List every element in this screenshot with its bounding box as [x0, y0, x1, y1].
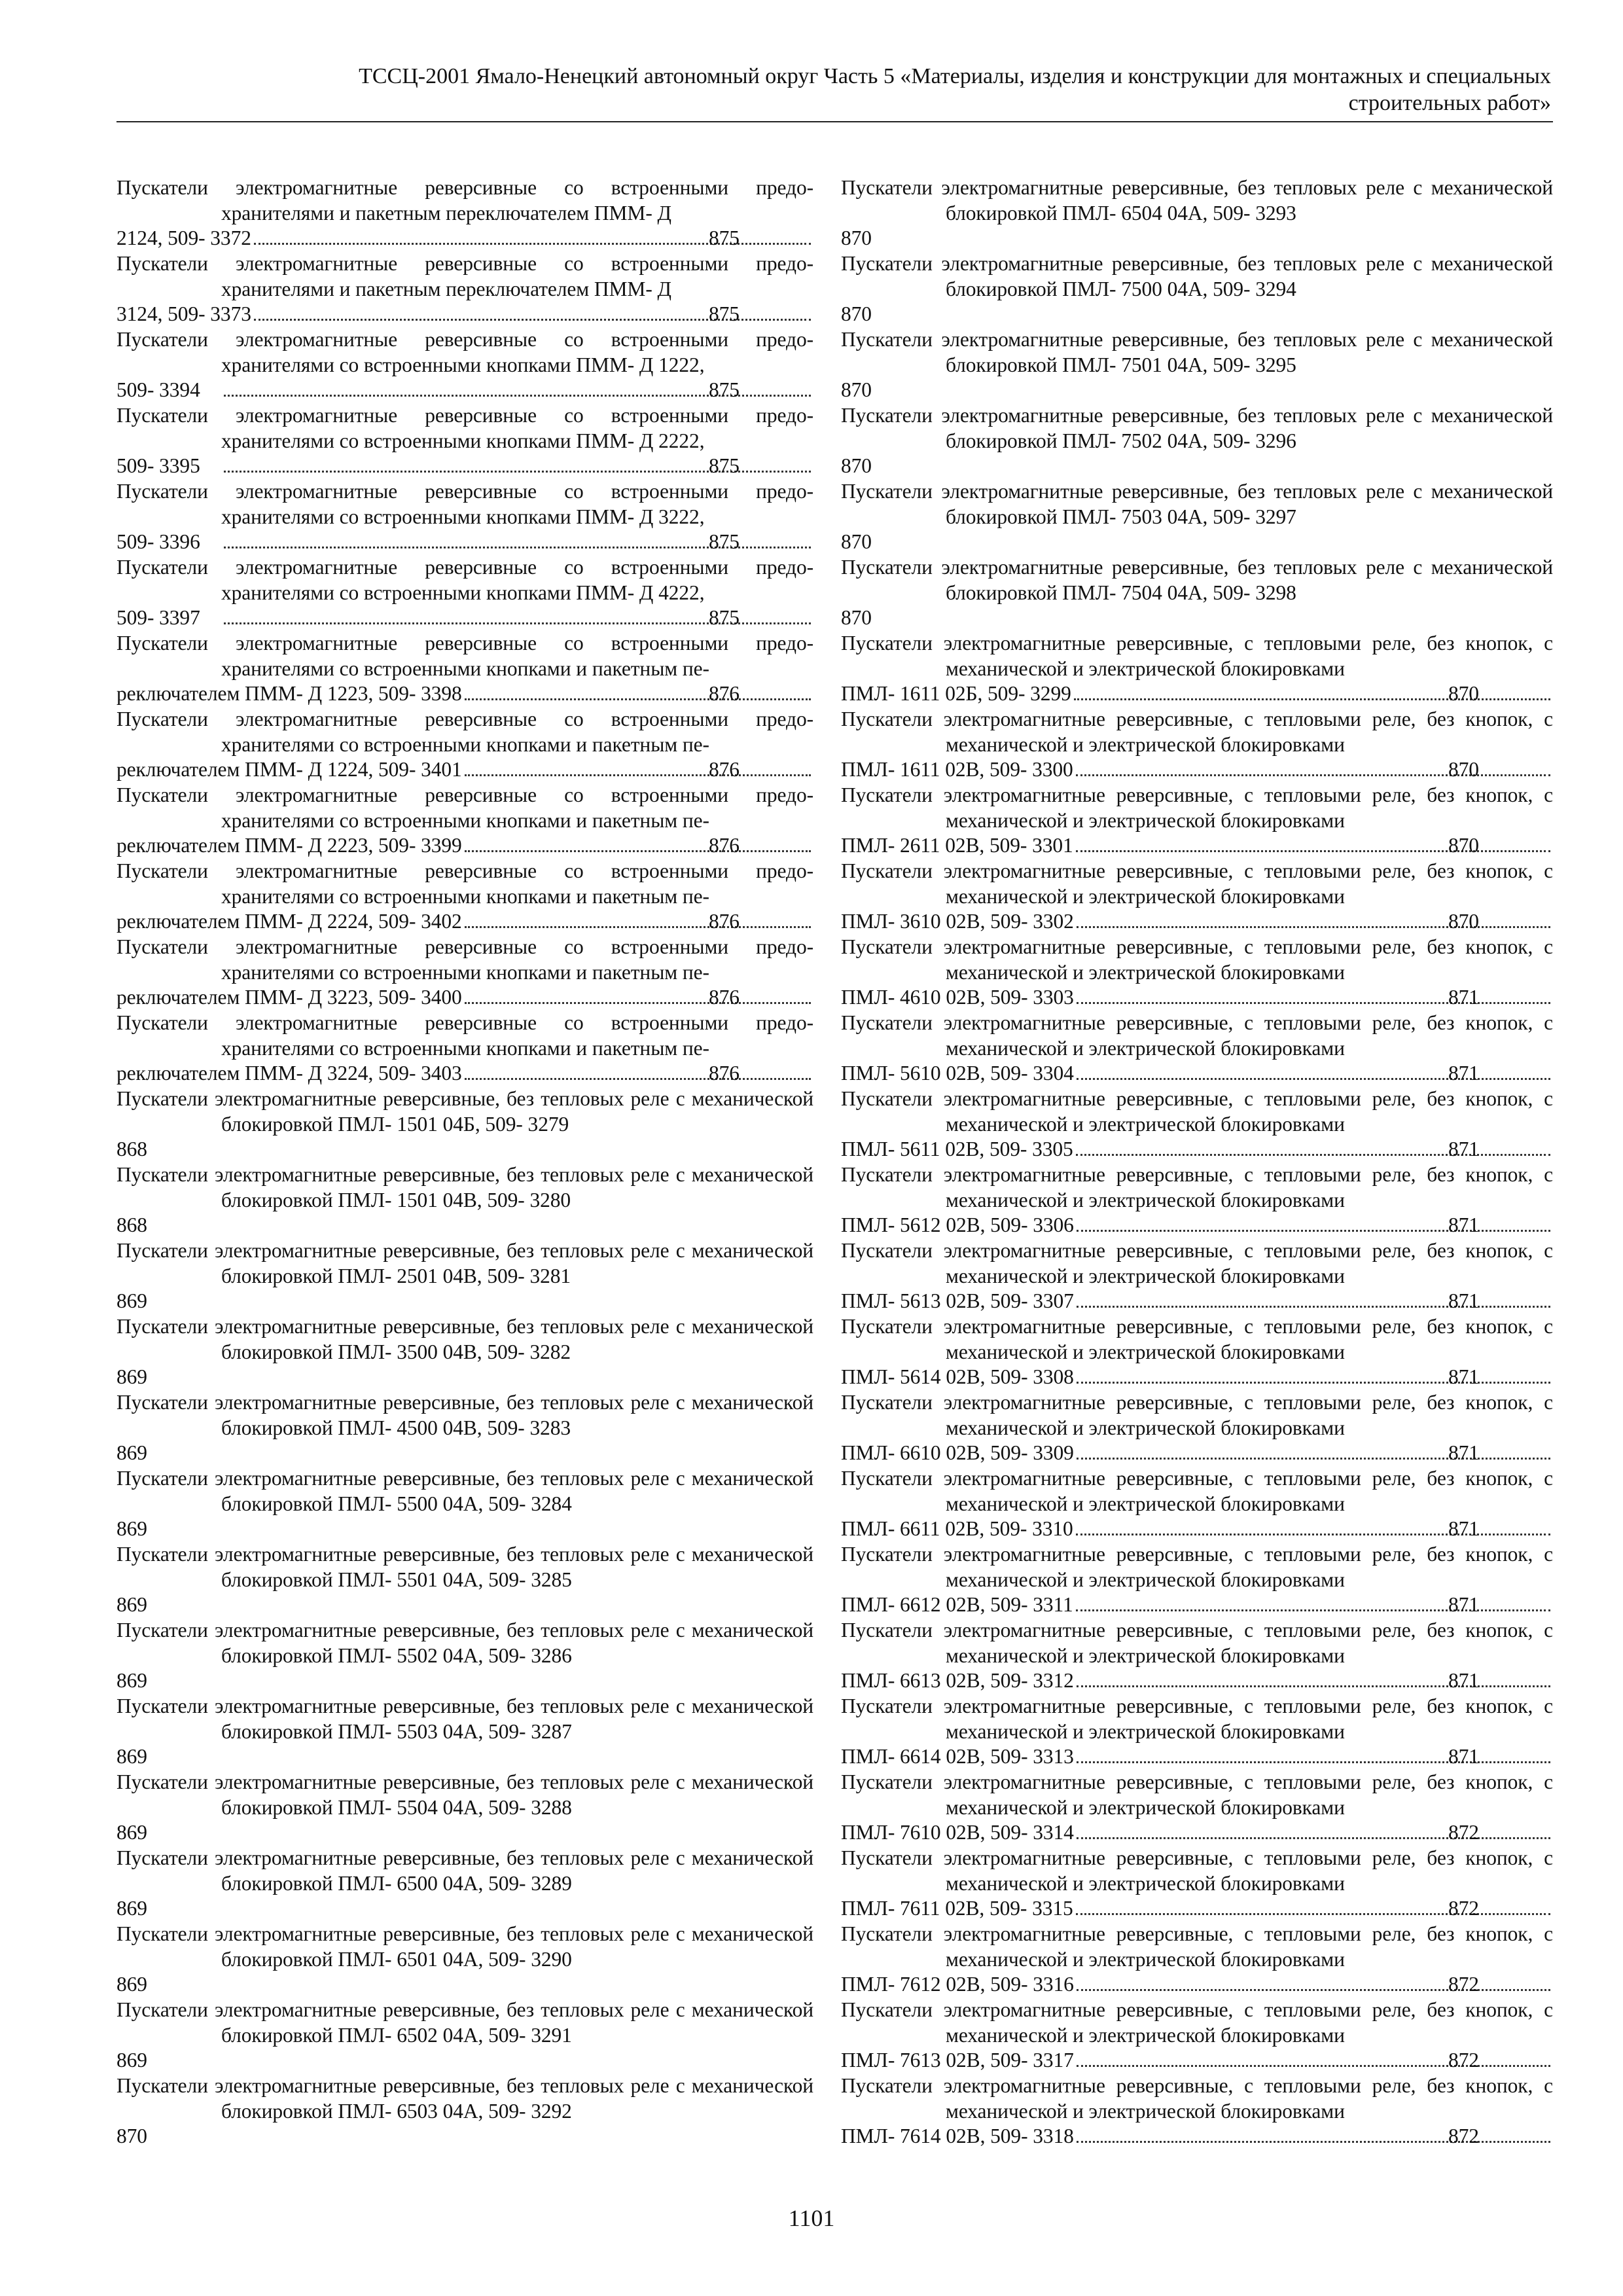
index-entry-page: 869 [116, 1973, 147, 1996]
index-entry-text: Пускатели электромагнитные реверсивные, без тепловых реле с механической блокировкой ПМЛ- 3500 04В, 509- 3282 [116, 1315, 813, 1363]
index-entry-last-line: ПМЛ- 6614 02В, 509- 3313 871 [946, 1744, 1553, 1770]
dot-leader [1076, 1534, 1550, 1535]
index-column-right [841, 175, 1553, 2149]
index-entry [116, 1238, 813, 1314]
index-entry-code: реключателем ПММ- Д 2223, 509- 3399 [116, 834, 462, 857]
index-entry-code: ПМЛ- 7610 02В, 509- 3314 [841, 1821, 1074, 1844]
index-entry [116, 479, 813, 555]
dot-leader [1077, 1989, 1550, 1991]
index-entry-last-line: ПМЛ- 7613 02В, 509- 3317 872 [946, 2048, 1553, 2073]
index-entry-text: Пускатели электромагнитные реверсивные, с тепловыми реле, без кнопок, с механической и электрической блокировками [841, 1315, 1553, 1363]
index-entry-page: 870 [841, 378, 872, 402]
dot-leader [1077, 1685, 1550, 1687]
dot-leader [1077, 2065, 1550, 2067]
index-entry-page: 869 [116, 1745, 147, 1768]
index-entry-text: Пускатели электромагнитные реверсивные, с тепловыми реле, без кнопок, с механической и электрической блокировками [841, 859, 1553, 908]
index-entry-code: ПМЛ- 3610 02В, 509- 3302 [841, 910, 1074, 933]
index-entry-text: Пускатели электромагнитные реверсивные со встроенными предо-хранителями со встроенными кнопками и пакетным пе- [116, 632, 813, 680]
index-entry [116, 1998, 813, 2073]
index-entry [116, 1694, 813, 1770]
index-entry-page: 870 [841, 302, 872, 326]
index-entry-last-line: ПМЛ- 6611 02В, 509- 3310 871 [946, 1516, 1553, 1542]
dot-leader [1077, 1078, 1550, 1080]
index-entry-text: Пускатели электромагнитные реверсивные, без тепловых реле с механической блокировкой ПМЛ- 5500 04А, 509- 3284 [116, 1467, 813, 1515]
index-entry-code: ПМЛ- 1611 02В, 509- 3300 [841, 758, 1073, 781]
index-entry-text: Пускатели электромагнитные реверсивные со встроенными предо-хранителями со встроенными кнопками и пакетным пе- [116, 708, 813, 756]
index-entry-page: 870 [841, 226, 872, 250]
index-entry-last-line: реключателем ПММ- Д 2224, 509- 3402 876 [221, 909, 813, 935]
dot-leader [1077, 926, 1550, 928]
index-entry-text: Пускатели электромагнитные реверсивные, с тепловыми реле, без кнопок, с механической и электрической блокировками [841, 935, 1553, 984]
index-entry-page: 868 [116, 1138, 147, 1161]
index-entry-last-line: 2124, 509- 3372 875 [221, 226, 813, 251]
index-entry [841, 175, 1553, 251]
index-entry-last-line: ПМЛ- 2611 02В, 509- 3301 870 [946, 833, 1553, 859]
dot-leader [1077, 1230, 1550, 1232]
running-header-line-1: ТССЦ-2001 Ямало-Ненецкий автономный округ Часть 5 «Материалы, изделия и конструкции для монтажных и специальных [359, 64, 1551, 88]
dot-leader [465, 774, 811, 776]
index-entry-code: ПМЛ- 5614 02В, 509- 3308 [841, 1365, 1074, 1389]
dot-leader [1077, 1458, 1550, 1460]
index-entry-last-line: ПМЛ- 7614 02В, 509- 3318 872 [946, 2124, 1553, 2149]
index-entry [116, 1542, 813, 1618]
index-entry-page: 870 [841, 530, 872, 554]
index-entry-text: Пускатели электромагнитные реверсивные со встроенными предо-хранителями со встроенными кнопками и пакетным пе- [116, 783, 813, 832]
dot-leader [1076, 774, 1550, 776]
index-entry-text: Пускатели электромагнитные реверсивные, без тепловых реле с механической блокировкой ПМЛ- 6502 04А, 509- 3291 [116, 1998, 813, 2047]
index-entry-last-line: ПМЛ- 7612 02В, 509- 3316 872 [946, 1972, 1553, 1998]
index-entry-code: ПМЛ- 6610 02В, 509- 3309 [841, 1441, 1074, 1465]
index-entry-code: реключателем ПММ- Д 3223, 509- 3400 [116, 986, 462, 1009]
index-entry-text: Пускатели электромагнитные реверсивные со встроенными предо-хранителями со встроенными кнопками и пакетным пе- [116, 1011, 813, 1060]
index-entry-last-line: 509- 3396 875 [221, 529, 813, 555]
index-entry-code: ПМЛ- 5611 02В, 509- 3305 [841, 1138, 1073, 1161]
index-entry-text: Пускатели электромагнитные реверсивные, с тепловыми реле, без кнопок, с механической и электрической блокировками [841, 1011, 1553, 1060]
index-entry [841, 1086, 1553, 1162]
index-entry [841, 1846, 1553, 1922]
index-entry-code: ПМЛ- 1611 02Б, 509- 3299 [841, 682, 1071, 706]
index-entry-text: Пускатели электромагнитные реверсивные, с тепловыми реле, без кнопок, с механической и электрической блокировками [841, 1391, 1553, 1439]
index-entry-code: ПМЛ- 7613 02В, 509- 3317 [841, 2049, 1074, 2072]
dot-leader [1076, 1609, 1550, 1611]
index-entry-text: Пускатели электромагнитные реверсивные, без тепловых реле с механической блокировкой ПМЛ- 7504 04А, 509- 3298 [841, 556, 1553, 604]
index-entry [116, 783, 813, 859]
index-entry [116, 631, 813, 707]
index-entry [841, 479, 1553, 555]
index-entry [116, 1770, 813, 1846]
index-entry [841, 631, 1553, 707]
index-entry-code: ПМЛ- 7611 02В, 509- 3315 [841, 1897, 1073, 1920]
dot-leader [1076, 1154, 1550, 1156]
index-entry [841, 1998, 1553, 2073]
index-entry [116, 251, 813, 327]
index-entry-code: реключателем ПММ- Д 1223, 509- 3398 [116, 682, 462, 706]
index-entry-text: Пускатели электромагнитные реверсивные, без тепловых реле с механической блокировкой ПМЛ- 6504 04А, 509- 3293 [841, 176, 1553, 224]
index-entry-code: ПМЛ- 6612 02В, 509- 3311 [841, 1593, 1073, 1617]
index-entry [841, 859, 1553, 935]
index-entry [116, 175, 813, 251]
running-header-line-2: строительных работ» [1348, 91, 1551, 115]
page-number: 1101 [788, 2205, 835, 2231]
index-entry-text: Пускатели электромагнитные реверсивные, без тепловых реле с механической блокировкой ПМЛ- 5504 04А, 509- 3288 [116, 1770, 813, 1819]
index-entry-code: реключателем ПММ- Д 1224, 509- 3401 [116, 758, 462, 781]
index-entry-page: 870 [116, 2125, 147, 2148]
index-entry [841, 783, 1553, 859]
index-entry-text: Пускатели электромагнитные реверсивные, с тепловыми реле, без кнопок, с механической и электрической блокировками [841, 1163, 1553, 1211]
dot-leader [1077, 1761, 1550, 1763]
index-entry-code: реключателем ПММ- Д 2224, 509- 3402 [116, 910, 462, 933]
index-entry [116, 1466, 813, 1542]
index-entry-page: 869 [116, 2049, 147, 2072]
index-entry-text: Пускатели электромагнитные реверсивные, с тепловыми реле, без кнопок, с механической и электрической блокировками [841, 632, 1553, 680]
index-entry-text: Пускатели электромагнитные реверсивные, с тепловыми реле, без кнопок, с механической и электрической блокировками [841, 1239, 1553, 1287]
index-entry [841, 1922, 1553, 1998]
index-entry [116, 2073, 813, 2149]
index-entry-text: Пускатели электромагнитные реверсивные, с тепловыми реле, без кнопок, с механической и электрической блокировками [841, 1846, 1553, 1895]
dot-leader [1077, 1306, 1550, 1308]
index-entry-last-line: ПМЛ- 5610 02В, 509- 3304 871 [946, 1061, 1553, 1086]
index-entry-text: Пускатели электромагнитные реверсивные со встроенными предо-хранителями со встроенными кнопками ПММ- Д 4222, [116, 556, 813, 604]
index-entry [116, 1086, 813, 1162]
index-entry-page: 869 [116, 1517, 147, 1541]
index-entry-last-line: реключателем ПММ- Д 1223, 509- 3398 876 [221, 681, 813, 707]
index-entry-last-line: ПМЛ- 5614 02В, 509- 3308 871 [946, 1365, 1553, 1390]
index-entry-last-line: ПМЛ- 5613 02В, 509- 3307 871 [946, 1289, 1553, 1314]
index-entry-code: ПМЛ- 2611 02В, 509- 3301 [841, 834, 1073, 857]
index-entry-text: Пускатели электромагнитные реверсивные, без тепловых реле с механической блокировкой ПМЛ- 6501 04А, 509- 3290 [116, 1922, 813, 1971]
index-entry-text: Пускатели электромагнитные реверсивные, с тепловыми реле, без кнопок, с механической и электрической блокировками [841, 2074, 1553, 2123]
index-entry-text: Пускатели электромагнитные реверсивные, с тепловыми реле, без кнопок, с механической и электрической блокировками [841, 783, 1553, 832]
dot-leader [1077, 1382, 1550, 1384]
index-entry-page: 870 [841, 454, 872, 478]
dot-leader [465, 1002, 811, 1004]
index-entry [116, 1162, 813, 1238]
index-entry [841, 1390, 1553, 1466]
index-entry-text: Пускатели электромагнитные реверсивные, без тепловых реле с механической блокировкой ПМЛ- 1501 04В, 509- 3280 [116, 1163, 813, 1211]
index-entry [841, 2073, 1553, 2149]
index-entry [841, 327, 1553, 403]
index-entry-text: Пускатели электромагнитные реверсивные, с тепловыми реле, без кнопок, с механической и электрической блокировками [841, 708, 1553, 756]
index-entry [116, 1314, 813, 1390]
index-entry-last-line: реключателем ПММ- Д 2223, 509- 3399 876 [221, 833, 813, 859]
index-entry-code: ПМЛ- 7614 02В, 509- 3318 [841, 2125, 1074, 2148]
index-entry-last-line: реключателем ПММ- Д 3224, 509- 3403 876 [221, 1061, 813, 1086]
index-entry-text: Пускатели электромагнитные реверсивные, с тепловыми реле, без кнопок, с механической и электрической блокировками [841, 1922, 1553, 1971]
index-entry [841, 1542, 1553, 1618]
index-entry-last-line: ПМЛ- 4610 02В, 509- 3303 871 [946, 985, 1553, 1011]
index-entry-last-line: 509- 3395 875 [221, 454, 813, 479]
dot-leader [465, 926, 811, 928]
dot-leader [1077, 1837, 1550, 1839]
index-entry-page: 869 [116, 1441, 147, 1465]
index-entry-text: Пускатели электромагнитные реверсивные, без тепловых реле с механической блокировкой ПМЛ- 7501 04А, 509- 3295 [841, 328, 1553, 376]
index-entry [841, 1466, 1553, 1542]
index-entry-text: Пускатели электромагнитные реверсивные со встроенными предо-хранителями со встроенными кнопками и пакетным пе- [116, 859, 813, 908]
dot-leader [465, 698, 811, 700]
index-entry-text: Пускатели электромагнитные реверсивные, с тепловыми реле, без кнопок, с механической и электрической блокировками [841, 1087, 1553, 1136]
index-entry [841, 1314, 1553, 1390]
index-entry-page: 869 [116, 1365, 147, 1389]
index-entry [841, 1618, 1553, 1694]
index-entry-text: Пускатели электромагнитные реверсивные, без тепловых реле с механической блокировкой ПМЛ- 5502 04А, 509- 3286 [116, 1619, 813, 1667]
dot-leader [1077, 1002, 1550, 1004]
dot-leader [1077, 2141, 1550, 2143]
dot-leader [465, 1078, 811, 1080]
index-entry-code: ПМЛ- 5613 02В, 509- 3307 [841, 1289, 1074, 1313]
index-entry [116, 1618, 813, 1694]
index-entry-text: Пускатели электромагнитные реверсивные, без тепловых реле с механической блокировкой ПМЛ- 6500 04А, 509- 3289 [116, 1846, 813, 1895]
index-entry-last-line: ПМЛ- 7610 02В, 509- 3314 872 [946, 1820, 1553, 1846]
index-entry-page: 869 [116, 1897, 147, 1920]
index-entry-last-line: 3124, 509- 3373 875 [221, 302, 813, 327]
index-entry [841, 1694, 1553, 1770]
index-entry-page: 869 [116, 1593, 147, 1617]
index-entry-text: Пускатели электромагнитные реверсивные, без тепловых реле с механической блокировкой ПМЛ- 7502 04А, 509- 3296 [841, 404, 1553, 452]
index-entry-text: Пускатели электромагнитные реверсивные, с тепловыми реле, без кнопок, с механической и электрической блокировками [841, 1998, 1553, 2047]
index-entry [841, 1238, 1553, 1314]
index-entry [116, 707, 813, 783]
index-entry-last-line: ПМЛ- 5612 02В, 509- 3306 871 [946, 1213, 1553, 1238]
index-entry-code: 2124, 509- 3372 [116, 226, 251, 250]
index-entry-code: ПМЛ- 5612 02В, 509- 3306 [841, 1213, 1074, 1237]
index-entry-code: реключателем ПММ- Д 3224, 509- 3403 [116, 1062, 462, 1085]
index-entry-text: Пускатели электромагнитные реверсивные, с тепловыми реле, без кнопок, с механической и электрической блокировками [841, 1467, 1553, 1515]
index-entry-last-line: реключателем ПММ- Д 1224, 509- 3401 876 [221, 757, 813, 783]
index-entry [841, 1162, 1553, 1238]
index-entry-last-line: ПМЛ- 6613 02В, 509- 3312 871 [946, 1668, 1553, 1694]
index-entry-text: Пускатели электромагнитные реверсивные, без тепловых реле с механической блокировкой ПМЛ- 5503 04А, 509- 3287 [116, 1695, 813, 1743]
index-entry-last-line: ПМЛ- 1611 02Б, 509- 3299 870 [946, 681, 1553, 707]
index-entry-last-line: ПМЛ- 6610 02В, 509- 3309 871 [946, 1441, 1553, 1466]
index-entry-code: ПМЛ- 4610 02В, 509- 3303 [841, 986, 1074, 1009]
index-entry-last-line: реключателем ПММ- Д 3223, 509- 3400 876 [221, 985, 813, 1011]
index-entry-page: 868 [116, 1213, 147, 1237]
index-entry-text: Пускатели электромагнитные реверсивные, без тепловых реле с механической блокировкой ПМЛ- 7503 04А, 509- 3297 [841, 480, 1553, 528]
index-entry [841, 1770, 1553, 1846]
index-entry [116, 555, 813, 631]
index-entry-text: Пускатели электромагнитные реверсивные, без тепловых реле с механической блокировкой ПМЛ- 4500 04В, 509- 3283 [116, 1391, 813, 1439]
index-entry [841, 251, 1553, 327]
dot-leader [1076, 1913, 1550, 1915]
index-entry [116, 935, 813, 1011]
index-entry-last-line: ПМЛ- 7611 02В, 509- 3315 872 [946, 1896, 1553, 1922]
index-entry [116, 1846, 813, 1922]
index-column-left [116, 175, 813, 2149]
index-entry-text: Пускатели электромагнитные реверсивные, с тепловыми реле, без кнопок, с механической и электрической блокировками [841, 1619, 1553, 1667]
index-entry [116, 1390, 813, 1466]
dot-leader [465, 850, 811, 852]
index-entry [841, 1011, 1553, 1086]
index-entry-last-line: ПМЛ- 3610 02В, 509- 3302 870 [946, 909, 1553, 935]
index-entry-code: 3124, 509- 3373 [116, 302, 251, 326]
index-entry-last-line: ПМЛ- 6612 02В, 509- 3311 871 [946, 1592, 1553, 1618]
index-entry-text: Пускатели электромагнитные реверсивные, с тепловыми реле, без кнопок, с механической и электрической блокировками [841, 1695, 1553, 1743]
index-entry [116, 327, 813, 403]
dot-leader [1076, 850, 1550, 852]
index-entry-text: Пускатели электромагнитные реверсивные, без тепловых реле с механической блокировкой ПМЛ- 2501 04В, 509- 3281 [116, 1239, 813, 1287]
index-entry-code: ПМЛ- 6613 02В, 509- 3312 [841, 1669, 1074, 1693]
index-entry-text: Пускатели электромагнитные реверсивные, без тепловых реле с механической блокировкой ПМЛ- 7500 04А, 509- 3294 [841, 252, 1553, 300]
index-entry [116, 859, 813, 935]
index-entry-text: Пускатели электромагнитные реверсивные, без тепловых реле с механической блокировкой ПМЛ- 5501 04А, 509- 3285 [116, 1543, 813, 1591]
index-entry-last-line: ПМЛ- 1611 02В, 509- 3300 870 [946, 757, 1553, 783]
index-entry-text: Пускатели электромагнитные реверсивные, без тепловых реле с механической блокировкой ПМЛ- 6503 04А, 509- 3292 [116, 2074, 813, 2123]
index-entry-text: Пускатели электромагнитные реверсивные, с тепловыми реле, без кнопок, с механической и электрической блокировками [841, 1770, 1553, 1819]
index-entry-code: ПМЛ- 5610 02В, 509- 3304 [841, 1062, 1074, 1085]
index-entry [841, 555, 1553, 631]
index-entry-code: ПМЛ- 7612 02В, 509- 3316 [841, 1973, 1074, 1996]
index-entry [116, 1011, 813, 1086]
index-entry-text: Пускатели электромагнитные реверсивные со встроенными предо-хранителями со встроенными кнопками ПММ- Д 3222, [116, 480, 813, 528]
index-entry [841, 935, 1553, 1011]
index-entry [841, 403, 1553, 479]
index-entry-text: Пускатели электромагнитные реверсивные со встроенными предо-хранителями и пакетным переключателем ПММ- Д [116, 252, 813, 300]
index-entry-page: 869 [116, 1821, 147, 1844]
index-entry-page: 869 [116, 1289, 147, 1313]
index-entry-last-line: 509- 3397 875 [221, 605, 813, 631]
header-divider [116, 121, 1553, 122]
running-header [223, 63, 1551, 117]
index-entry-text: Пускатели электромагнитные реверсивные, без тепловых реле с механической блокировкой ПМЛ- 1501 04Б, 509- 3279 [116, 1087, 813, 1136]
index-entry-text: Пускатели электромагнитные реверсивные со встроенными предо-хранителями со встроенными кнопками ПММ- Д 1222, [116, 328, 813, 376]
index-entry-last-line: 509- 3394 875 [221, 378, 813, 403]
index-entry [116, 1922, 813, 1998]
index-entry-code: ПМЛ- 6611 02В, 509- 3310 [841, 1517, 1073, 1541]
index-entry-last-line: ПМЛ- 5611 02В, 509- 3305 871 [946, 1137, 1553, 1162]
index-entry-page: 869 [116, 1669, 147, 1693]
index-entry-text: Пускатели электромагнитные реверсивные со встроенными предо-хранителями со встроенными кнопками и пакетным пе- [116, 935, 813, 984]
index-entry-page: 870 [841, 606, 872, 630]
index-entry-text: Пускатели электромагнитные реверсивные со встроенными предо-хранителями и пакетным переключателем ПММ- Д [116, 176, 813, 224]
index-entry-code: ПМЛ- 6614 02В, 509- 3313 [841, 1745, 1074, 1768]
index-entry-text: Пускатели электромагнитные реверсивные, с тепловыми реле, без кнопок, с механической и электрической блокировками [841, 1543, 1553, 1591]
index-entry-text: Пускатели электромагнитные реверсивные со встроенными предо-хранителями со встроенными кнопками ПММ- Д 2222, [116, 404, 813, 452]
index-entry [116, 403, 813, 479]
index-entry [841, 707, 1553, 783]
